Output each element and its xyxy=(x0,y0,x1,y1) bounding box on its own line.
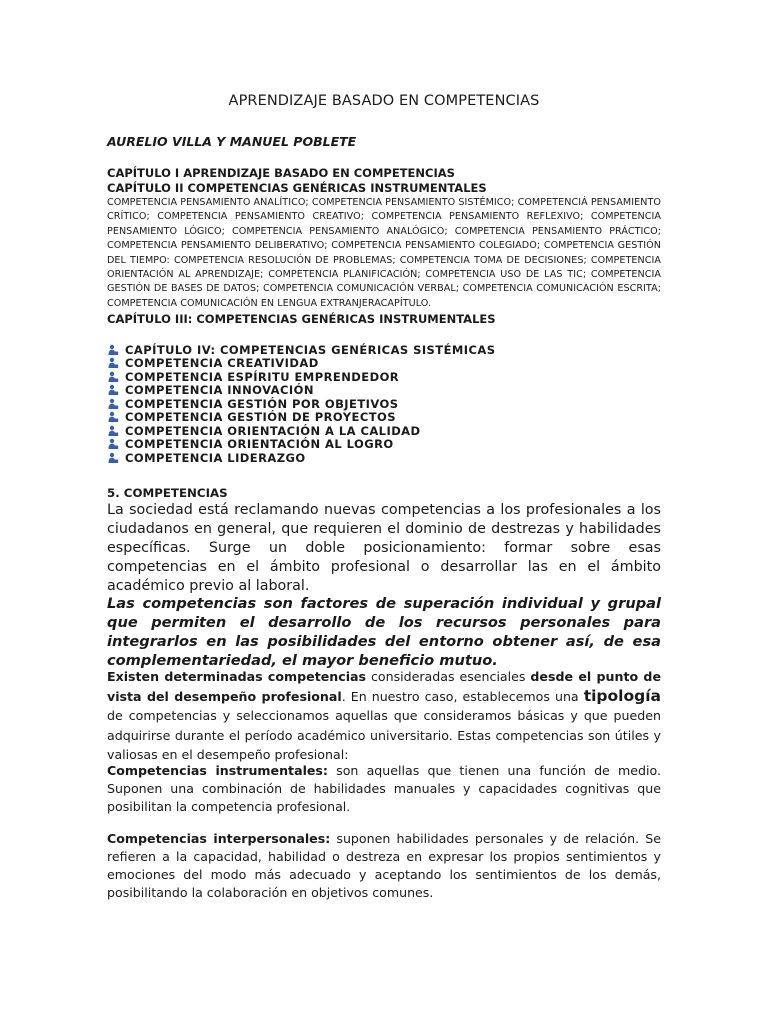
document-authors: AURELIO VILLA Y MANUEL POBLETE xyxy=(107,134,357,149)
list-item xyxy=(107,438,661,452)
list-item-text: CAPÍTULO IV: COMPETENCIAS GENÉRICAS SISTÉMICAS xyxy=(125,342,496,357)
term-definition: son aquellas que tienen una función de medio. Suponen una combinación de habilidades manuales y capacidades cognitivas que posibilitan la competencia profesional. xyxy=(107,763,661,814)
person-bullet-icon xyxy=(107,452,119,464)
list-item-text: COMPETENCIA INNOVACIÓN xyxy=(125,383,314,398)
text-run: de competencias y seleccionamos aquellas que consideramos básicas y que pueden adquirirse durante el período académico universitario. Estas competencias son útiles y valiosas en el desempeño profesional: xyxy=(107,708,661,762)
chapter-3-heading: CAPÍTULO III: COMPETENCIAS GENÉRICAS INSTRUMENTALES xyxy=(107,312,496,326)
list-item-text: COMPETENCIA LIDERAZGO xyxy=(125,450,306,465)
bold-phrase: Existen determinadas competencias xyxy=(107,669,367,684)
text-run: consideradas esenciales xyxy=(366,669,531,684)
person-bullet-icon xyxy=(107,438,119,450)
person-bullet-icon xyxy=(107,411,119,423)
section-5-heading: 5. COMPETENCIAS xyxy=(107,486,228,500)
person-bullet-icon xyxy=(107,357,119,369)
definition-quote: Las competencias son factores de superación individual y grupal que permiten el desarrollo de los recursos personales para integrarlos en las posibilidades del entorno obtener así, de esa complementariedad, el mayor beneficio mutuo. xyxy=(107,595,661,669)
list-item-text: COMPETENCIA GESTIÓN POR OBJETIVOS xyxy=(125,396,399,411)
person-bullet-icon xyxy=(107,344,119,356)
intro-paragraph: La sociedad está reclamando nuevas competencias a los profesionales a los ciudadanos en general, que requieren el dominio de destrezas y habilidades específicas. Surge un doble posicionamiento: formar sobre esas competencias en el ámbito profesional o desarrollar las en el ámbito académico previo al laboral. xyxy=(107,502,661,594)
person-bullet-icon xyxy=(107,371,119,383)
list-item-text: COMPETENCIA ORIENTACIÓN AL LOGRO xyxy=(125,437,394,452)
text-run: . En nuestro caso, establecemos una xyxy=(341,688,584,704)
list-item xyxy=(107,424,661,438)
list-item xyxy=(107,384,661,398)
chapter-2-heading: CAPÍTULO II COMPETENCIAS GENÉRICAS INSTRUMENTALES xyxy=(107,181,487,195)
term-definition: suponen habilidades personales y de relación. Se refieren a la capacidad, habilidad o destreza en expresar los propios sentimientos y emociones del modo más adecuado y aceptando los sentimientos de los demás, posibilitando la colaboración en objetivos comunes. xyxy=(107,831,661,900)
instrumental-competencies-paragraph xyxy=(107,762,661,816)
document-title: APRENDIZAJE BASADO EN COMPETENCIAS xyxy=(228,93,540,109)
person-bullet-icon xyxy=(107,398,119,410)
chapter-2-competencies-list: COMPETENCIA PENSAMIENTO ANALÍTICO; COMPETENCIA PENSAMIENTO SISTÉMICO; COMPETENCIÁ PENSAMIENTO CRÍTICO; COMPETENCIA PENSAMIENTO CREATIVO; COMPETENCIA PENSAMIENTO REFLEXIVO; COMPETENCIA PENSAMIENTO LÓGICO; COMPETENCIA PENSAMIENTO ANALÓGICO; COMPETENCIA PENSAMIENTO PRÁCTICO; COMPETENCIA PENSAMIENTO DELIBERATIVO; COMPETENCIA PENSAMIENTO COLEGIADO; COMPETENCIA GESTIÓN DEL TIEMPO: COMPETENCIA RESOLUCIÓN DE PROBLEMAS; COMPETENCIA TOMA DE DECISIONES; COMPETENCIA ORIENTACIÓN AL APRENDIZAJE; COMPETENCIA PLANIFICACIÓN; COMPETENCIA USO DE LAS TIC; COMPETENCIA GESTIÓN DE BASES DE DATOS; COMPETENCIA COMUNICACIÓN VERBAL; COMPETENCIA COMUNICACIÓN ESCRITA; COMPETENCIA COMUNICACIÓN EN LENGUA EXTRANJERACAPÍTULO. xyxy=(107,197,661,309)
typology-term: tipología xyxy=(583,686,661,705)
list-item-text: COMPETENCIA GESTIÓN DE PROYECTOS xyxy=(125,410,396,425)
bold-phrase: desde el punto de vista del desempeño profesional xyxy=(107,669,661,704)
list-item xyxy=(107,411,661,425)
interpersonal-competencies-paragraph xyxy=(107,830,661,902)
term-label: Competencias interpersonales: xyxy=(107,831,331,846)
list-item-text: COMPETENCIA ORIENTACIÓN A LA CALIDAD xyxy=(125,423,421,438)
list-item xyxy=(107,370,661,384)
person-bullet-icon xyxy=(107,425,119,437)
list-item xyxy=(107,397,661,411)
term-label: Competencias instrumentales: xyxy=(107,763,328,778)
chapter-4-bullet-list xyxy=(107,343,661,465)
list-item-text: COMPETENCIA CREATIVIDAD xyxy=(125,356,319,371)
list-item xyxy=(107,343,661,357)
person-bullet-icon xyxy=(107,384,119,396)
list-item xyxy=(107,451,661,465)
list-item xyxy=(107,357,661,371)
list-item-text: COMPETENCIA ESPÍRITU EMPRENDEDOR xyxy=(125,369,400,384)
competencies-typology-paragraph xyxy=(107,667,661,765)
chapter-1-heading: CAPÍTULO I APRENDIZAJE BASADO EN COMPETENCIAS xyxy=(107,166,455,180)
